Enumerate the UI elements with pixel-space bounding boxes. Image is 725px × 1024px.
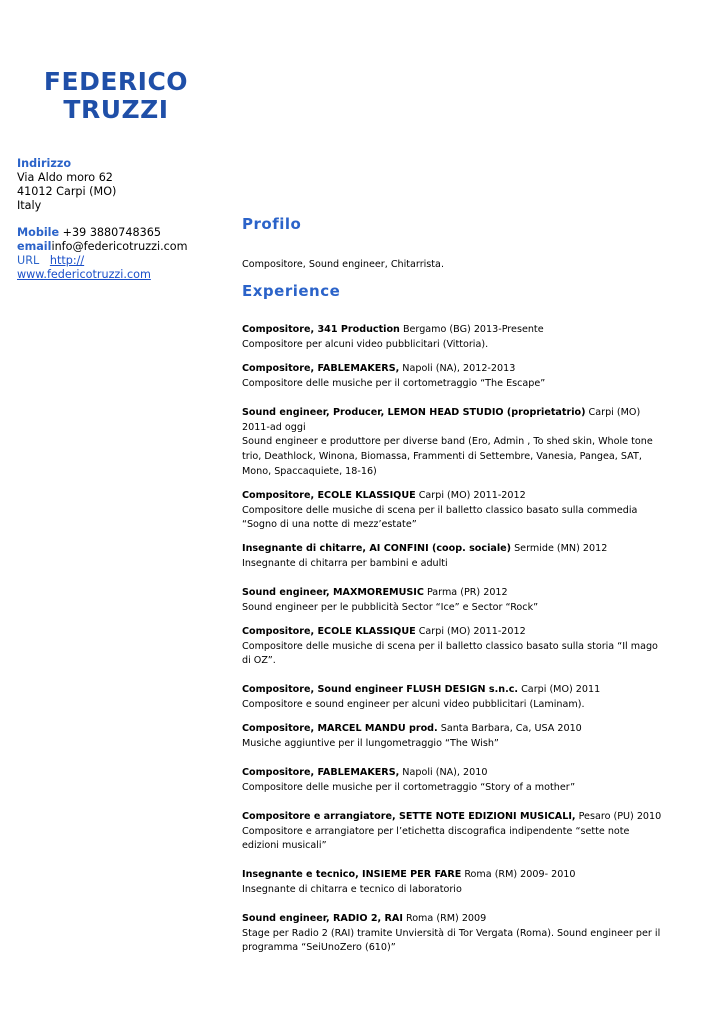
last-name: TRUZZI	[63, 95, 169, 124]
experience-description: Insegnante di chitarra per bambini e adulti	[242, 557, 448, 569]
profile-text: Compositore, Sound engineer, Chitarrista.	[242, 259, 444, 270]
experience-meta: Roma (RM) 2009	[402, 913, 487, 924]
experience-item	[242, 489, 662, 533]
first-name: FEDERICO	[43, 67, 189, 96]
experience-title: Compositore, MARCEL MANDU prod.	[242, 723, 438, 734]
experience-meta: Carpi (MO) 2011-2012	[415, 490, 526, 501]
person-name	[16, 68, 216, 124]
experience-description: Sound engineer per le pubblicità Sector “Ice” e Sector “Rock”	[242, 601, 539, 613]
experience-item	[242, 912, 662, 956]
experience-item	[242, 586, 662, 615]
address-label: Indirizzo	[17, 157, 72, 170]
email-row	[17, 240, 227, 254]
experience-description: Sound engineer e produttore per diverse band (Ero, Admin , To shed skin, Whole tone trio, Deathlock, Winona, Biomassa, Frammenti di Settembre, Vanesia, Pangea, SAT, Mono, Spaccaquiete, 18-16)	[242, 436, 653, 477]
experience-description: Compositore e arrangiatore per l’etichetta discografica indipendente “sette note edizioni musicali”	[242, 825, 630, 852]
experience-description: Compositore e sound engineer per alcuni video pubblicitari (Laminam).	[242, 698, 585, 710]
experience-meta: Carpi (MO) 2011-2012	[415, 626, 526, 637]
email-label: email	[17, 240, 52, 253]
experience-heading: Experience	[242, 282, 341, 300]
experience-description: Stage per Radio 2 (RAI) tramite Unviersità di Tor Vergata (Roma). Sound engineer per il programma “SeiUnoZero (610)”	[242, 927, 661, 954]
experience-item	[242, 868, 662, 897]
experience-description: Musiche aggiuntive per il lungometraggio “The Wish”	[242, 737, 499, 749]
experience-item	[242, 362, 662, 391]
experience-description: Compositore delle musiche di scena per il balletto classico basato sulla commedia “Sogno di una notte di mezz’estate”	[242, 504, 638, 531]
experience-item	[242, 406, 662, 480]
experience-meta: Carpi (MO) 2011	[518, 684, 601, 695]
experience-title: Insegnante di chitarre, AI CONFINI (coop. sociale)	[242, 543, 512, 554]
experience-title: Compositore, Sound engineer FLUSH DESIGN s.n.c.	[242, 684, 519, 695]
experience-meta: Roma (RM) 2009- 2010	[461, 869, 576, 880]
mobile-label: Mobile	[17, 226, 60, 239]
experience-title: Sound engineer, Producer, LEMON HEAD STUDIO (proprietatrio)	[242, 407, 586, 418]
experience-title: Insegnante e tecnico, INSIEME PER FARE	[242, 869, 462, 880]
experience-description: Compositore delle musiche di scena per il balletto classico basato sulla storia “Il mago di OZ”.	[242, 640, 658, 667]
url-link-continued[interactable]: www.federicotruzzi.com	[17, 268, 151, 281]
url-label: URL	[17, 254, 40, 267]
experience-meta: Santa Barbara, Ca, USA 2010	[437, 723, 582, 734]
experience-meta: Carpi (MO) 2011-ad oggi	[242, 407, 641, 433]
experience-title: Sound engineer, MAXMOREMUSIC	[242, 587, 424, 598]
experience-meta: Bergamo (BG) 2013-Presente	[399, 324, 544, 335]
experience-item	[242, 810, 662, 854]
experience-meta: Napoli (NA), 2012-2013	[399, 363, 516, 374]
experience-description: Insegnante di chitarra e tecnico di laboratorio	[242, 883, 462, 895]
experience-title: Compositore, FABLEMAKERS,	[242, 767, 400, 778]
experience-description: Compositore delle musiche per il cortometraggio “The Escape”	[242, 377, 546, 389]
experience-title: Compositore, FABLEMAKERS,	[242, 363, 400, 374]
experience-title: Sound engineer, RADIO 2, RAI	[242, 913, 403, 924]
experience-item	[242, 323, 662, 352]
experience-item	[242, 683, 662, 712]
experience-item	[242, 766, 662, 795]
experience-title: Compositore, 341 Production	[242, 324, 400, 335]
experience-meta: Parma (PR) 2012	[423, 587, 508, 598]
experience-meta: Sermide (MN) 2012	[511, 543, 608, 554]
url-row	[17, 254, 227, 268]
experience-title: Compositore e arrangiatore, SETTE NOTE EDIZIONI MUSICALI,	[242, 811, 576, 822]
email-value[interactable]: info@federicotruzzi.com	[51, 240, 188, 253]
experience-item	[242, 722, 662, 751]
contact-block	[17, 157, 227, 282]
experience-item	[242, 542, 662, 571]
experience-item	[242, 625, 662, 669]
address-line: Via Aldo moro 62	[17, 171, 113, 184]
experience-meta: Napoli (NA), 2010	[399, 767, 488, 778]
mobile-value: +39 3880748365	[59, 226, 161, 239]
experience-title: Compositore, ECOLE KLASSIQUE	[242, 626, 416, 637]
address-line: 41012 Carpi (MO)	[17, 185, 117, 198]
mobile-row	[17, 226, 227, 240]
address-line: Italy	[17, 199, 42, 212]
experience-description: Compositore delle musiche per il cortometraggio “Story of a mother”	[242, 781, 576, 793]
experience-meta: Pesaro (PU) 2010	[575, 811, 662, 822]
experience-title: Compositore, ECOLE KLASSIQUE	[242, 490, 416, 501]
experience-description: Compositore per alcuni video pubblicitari (Vittoria).	[242, 338, 489, 350]
profile-heading: Profilo	[242, 215, 302, 233]
url-link[interactable]: http://	[49, 254, 85, 267]
